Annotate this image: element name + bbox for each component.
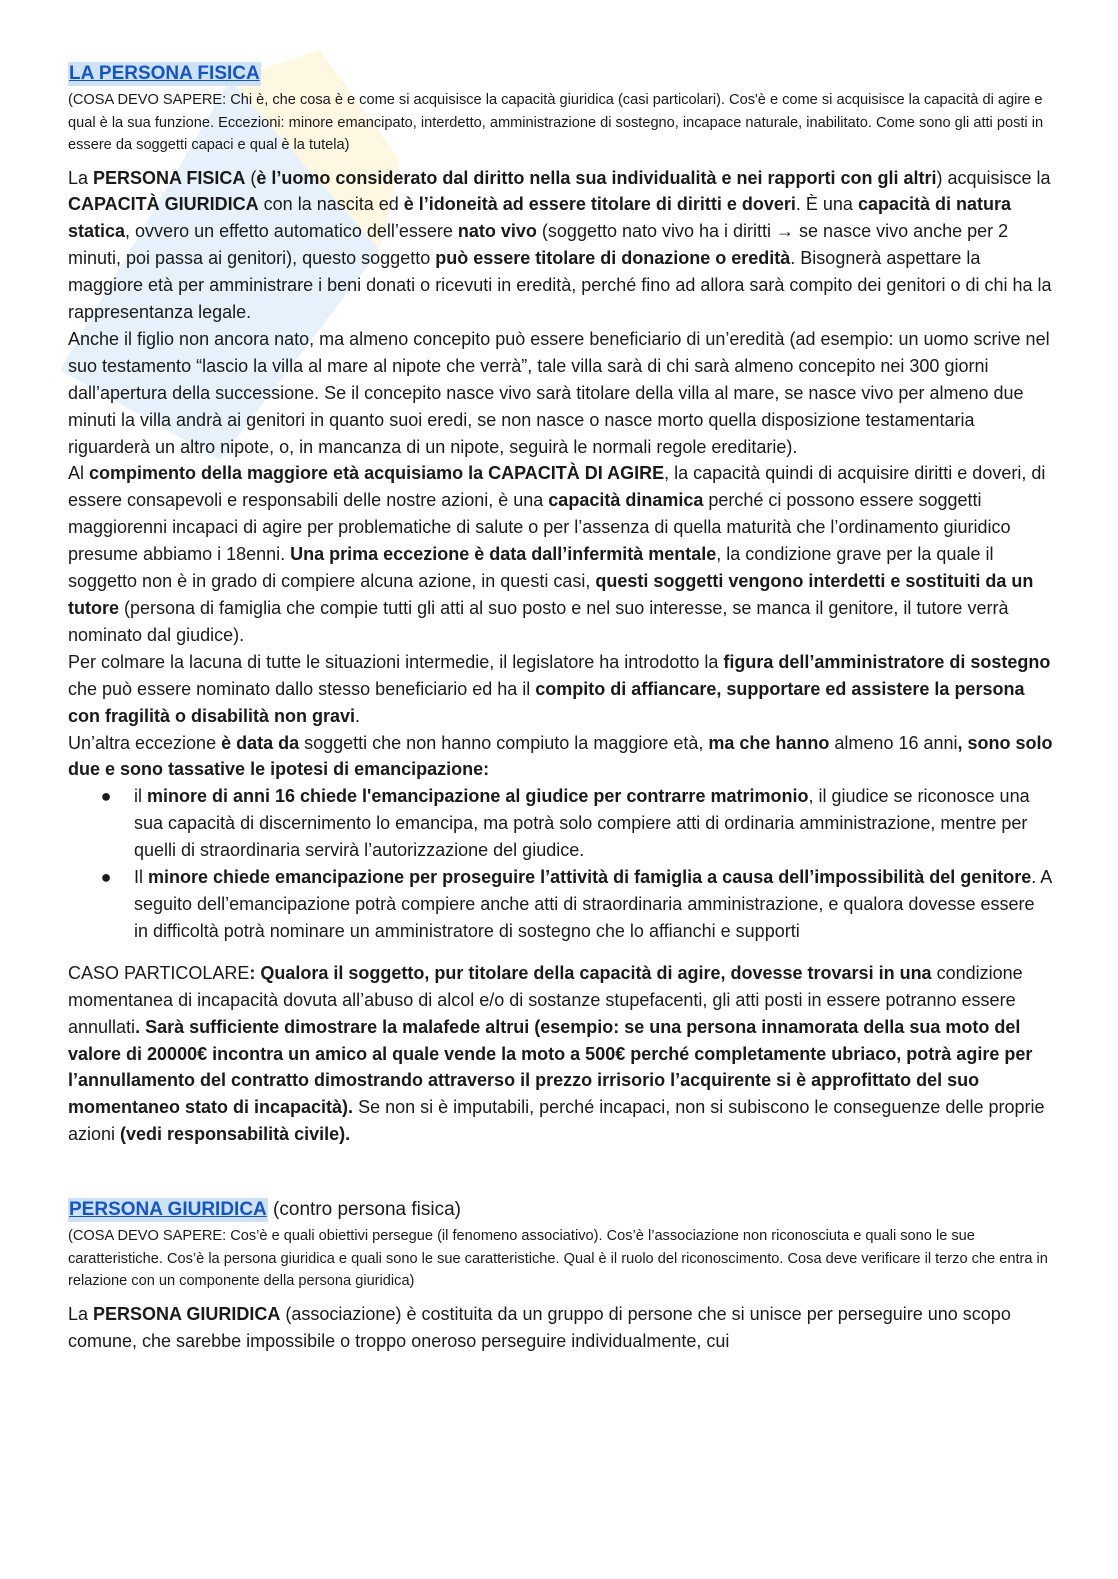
bold-text: nato vivo — [457, 221, 537, 242]
bold-text: minore chiede emancipazione per proseguire l’attività di famiglia a causa dell’impossibilità del genitore — [148, 867, 1032, 888]
bold-text: (vedi responsabilità civile). — [115, 1124, 351, 1145]
bold-text: può essere titolare di donazione o eredità — [435, 248, 791, 269]
list-item-text: Il minore chiede emancipazione per proseguire l’attività di famiglia a causa dell’impossibilità del genitore. A seguito dell’emancipazione potrà compiere anche atti di straordinaria amministrazione, e qualora dovesse essere in difficoltà potrà nominare un amministratore di sostegno che lo affianchi e supporti — [134, 867, 1052, 941]
list-item — [68, 864, 1053, 945]
bold-text: ma che hanno — [703, 732, 835, 753]
section-persona-giuridica — [68, 1198, 1053, 1354]
document-page — [68, 62, 1053, 1354]
bold-text: figura dell’amministratore di sostegno — [723, 651, 1051, 672]
paragraph-emancipazione: Un’altra eccezione è data da soggetti che non hanno compiuto la maggiore età, ma che hanno almeno 16 anni, sono solo due e sono tassative le ipotesi di emancipazione: — [68, 732, 1053, 780]
study-note: (COSA DEVO SAPERE: Cos’è e quali obiettivi persegue (il fenomeno associativo). Cos’è l’associazione non riconosciuta e quali sono le sue caratteristiche. Cos’è la persona giuridica e quali sono le sue caratteristiche. Qual è il ruolo del riconoscimento. Cosa deve verificare il terzo che entra in relazione con un componente della persona giuridica) — [68, 1228, 1048, 1290]
heading-suffix: (contro persona fisica) — [267, 1199, 462, 1221]
bold-text: : Qualora il soggetto, pur titolare della capacità di agire, dovesse trovarsi in una — [249, 962, 937, 983]
paragraph-concepito: Anche il figlio non ancora nato, ma almeno concepito può essere beneficiario di un’eredità (ad esempio: un uomo scrive nel suo testamento “lascio la villa al mare al nipote che verrà”, tale villa sarà di chi sarà almeno concepito nei 300 giorni dall’apertura della successione. Se il concepito nasce vivo sarà titolare della villa al mare, se nasce vivo per almeno due minuti la villa andrà ai genitori in quanto suoi eredi, se non nasce o nasce morto quella disposizione testamentaria riguarderà un altro nipote, o, in mancanza di un nipote, seguirà le normali regole ereditarie). — [68, 328, 1050, 457]
paragraph-amministratore-sostegno: Per colmare la lacuna di tutte le situazioni intermedie, il legislatore ha introdotto la figura dell’amministratore di sostegno che può essere nominato dallo stesso beneficiario ed ha il compito di affiancare, supportare ed assistere la persona con fragilità o disabilità non gravi. — [68, 651, 1051, 726]
bold-text: PERSONA GIURIDICA — [93, 1303, 281, 1324]
heading-persona-giuridica[interactable]: PERSONA GIURIDICA — [69, 1199, 267, 1221]
paragraph-capacita-giuridica: La PERSONA FISICA (è l’uomo considerato dal diritto nella sua individualità e nei rapporti con gli altri) acquisisce la CAPACITÀ GIURIDICA con la nascita ed è l’idoneità ad essere titolare di diritti e doveri. È una capacità di natura statica, ovvero un effetto automatico dell’essere nato vivo (soggetto nato vivo ha i diritti → se nasce vivo anche per 2 minuti, poi passa ai genitori), questo soggetto può essere titolare di donazione o eredità. Bisognerà aspettare la maggiore età per amministrare i beni donati o ricevuti in eredità, perché fino ad allora sarà compito dei genitori o di chi ha la rappresentanza legale. — [68, 167, 1052, 323]
bold-text: CAPACITÀ GIURIDICA — [68, 194, 259, 215]
list-item — [68, 783, 1053, 864]
list-item-text: il minore di anni 16 chiede l'emancipazione al giudice per contrarre matrimonio, il giudice se riconosce una sua capacità di discernimento lo emancipa, ma potrà solo compiere atti di ordinaria amministrazione, mentre per quelli di straordinaria servirà l’autorizzazione del giudice. — [134, 786, 1030, 861]
bullet-icon: ● — [100, 786, 112, 807]
bold-text: è l’uomo considerato dal diritto nella sua individualità e nei rapporti con gli altri — [256, 167, 937, 188]
bold-text: è l’idoneità ad essere titolare di diritti e doveri — [403, 194, 796, 215]
bold-text: compito di affiancare, supportare ed assistere la persona con fragilità o disabilità non gravi — [68, 678, 1025, 726]
bullet-icon: ● — [100, 867, 112, 888]
bold-text: Una prima eccezione è data dall’infermità mentale — [290, 544, 717, 565]
bold-text: questi soggetti vengono interdetti e sostituiti da un tutore — [68, 571, 1034, 618]
heading-persona-fisica[interactable]: LA PERSONA FISICA — [69, 63, 260, 84]
bold-text: capacità di natura statica — [68, 194, 1011, 242]
bold-text: compimento della maggiore età acquisiamo la CAPACITÀ DI AGIRE — [89, 463, 665, 484]
section-persona-fisica — [68, 62, 1053, 1148]
bold-text: è data da — [216, 732, 305, 753]
bold-text: capacità dinamica — [548, 490, 704, 511]
bold-text: , sono solo due e sono tassative le ipotesi di emancipazione: — [68, 732, 1053, 780]
paragraph-caso-particolare: CASO PARTICOLARE: Qualora il soggetto, pur titolare della capacità di agire, dovesse trovarsi in una condizione momentanea di incapacità dovuta all’abuso di alcol e/o di sostanze stupefacenti, gli atti posti in essere potranno essere annullati. Sarà sufficiente dimostrare la malafede altrui (esempio: se una persona innamorata della sua moto del valore di 20000€ incontra un amico al quale vende la moto a 500€ perché completamente ubriaco, potrà agire per l’annullamento del contratto dimostrando attraverso il prezzo irrisorio l’acquirente si è approfittato del suo momentaneo stato di incapacità). Se non si è imputabili, perché incapaci, non si subiscono le conseguenze delle proprie azioni (vedi responsabilità civile). — [68, 962, 1045, 1145]
paragraph-capacita-di-agire: Al compimento della maggiore età acquisiamo la CAPACITÀ DI AGIRE, la capacità quindi di acquisire diritti e doveri, di essere consapevoli e responsabili delle nostre azioni, è una capacità dinamica perché ci possono essere soggetti maggiorenni incapaci di agire per problematiche di salute o per l’assenza di quella maturità che l’ordinamento giuridico presume abbiamo i 18enni. Una prima eccezione è data dall’infermità mentale, la condizione grave per la quale il soggetto non è in grado di compiere alcuna azione, in questi casi, questi soggetti vengono interdetti e sostituiti da un tutore (persona di famiglia che compie tutti gli atti al suo posto e nel suo interesse, se manca il genitore, il tutore verrà nominato dal giudice). — [68, 463, 1046, 645]
study-note: (COSA DEVO SAPERE: Chi è, che cosa è e come si acquisisce la capacità giuridica (casi particolari). Cos'è e come si acquisisce la capacità di agire e qual è la sua funzione. Eccezioni: minore emancipato, interdetto, amministrazione di sostegno, incapace naturale, inabilitato. Come sono gli atti posti in essere da soggetti capaci e qual è la tutela) — [68, 92, 1044, 153]
bold-text: minore di anni 16 chiede l'emancipazione al giudice per contrarre matrimonio — [147, 786, 809, 807]
bold-text: . Sarà sufficiente dimostrare la malafede altrui (esempio: se una persona innamorata della sua moto del valore di 20000€ incontra un amico al quale vende la moto a 500€ perché completamente ubriaco, potrà agire per l’annullamento del contratto dimostrando attraverso il prezzo irrisorio l’acquirente si è approfittato del suo momentaneo stato di incapacità). — [68, 1016, 1033, 1118]
bold-text: PERSONA FISICA — [93, 167, 246, 188]
emancipation-list — [68, 783, 1053, 944]
paragraph-persona-giuridica: La PERSONA GIURIDICA (associazione) è costituita da un gruppo di persone che si unisce per perseguire uno scopo comune, che sarebbe impossibile o troppo oneroso perseguire individualmente, cui — [68, 1303, 1011, 1351]
